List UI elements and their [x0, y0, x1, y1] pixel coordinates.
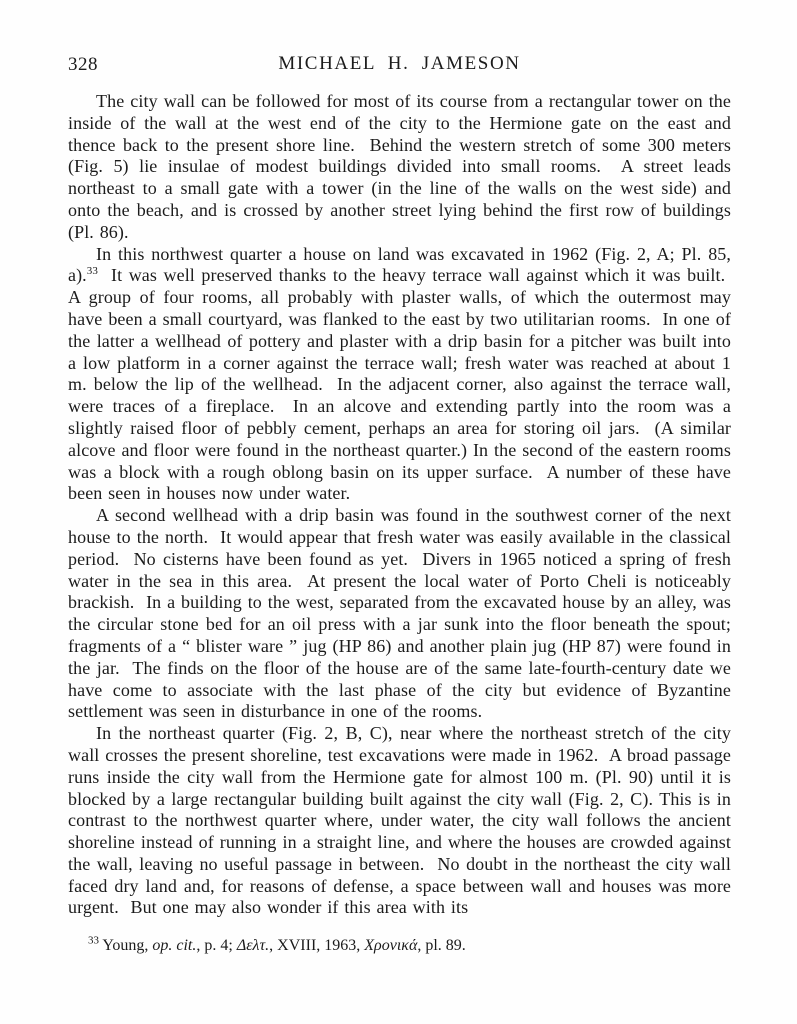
italic-text: Δελτ.: [236, 937, 270, 954]
text-run: , XVIII, 1963,: [269, 937, 365, 954]
page-header: [68, 53, 731, 77]
text-run: In the northeast quarter (Fig. 2, B, C), near where the northeast stretch of the city wall crosses the present shoreline, test excavations were made in 1962. A broad passage runs inside the city wall from the Hermione gate for almost 100 m. (Pl. 90) until it is blocked by a large rectangular building built against the city wall (Fig. 2, C). This is in contrast to the northwest quarter where, under water, the city wall follows the ancient shoreline instead of running in a straight line, and where the houses are crowded against the wall, leaving no useful passage in between. No doubt in the northeast the city wall faced dry land and, for reasons of defense, a space between wall and houses was more urgent. But one may also wonder if this area with its: [68, 723, 731, 918]
text-run: The city wall can be followed for most of its course from a rectangular tower on the inside of the wall at the west end of the city to the Hermione gate on the east and thence back to the present shore line. Behind the western stretch of some 300 meters (Fig. 5) lie insulae of modest buildings divided into small rooms. A street leads northeast to a small gate with a tower (in the line of the walls on the west side) and onto the beach, and is crossed by another street lying behind the first row of buildings (Pl. 86).: [68, 91, 731, 242]
text-run: Young,: [99, 937, 153, 954]
text-run: , p. 4;: [196, 937, 237, 954]
italic-text: Χρονικά: [364, 937, 418, 954]
paragraph: [68, 505, 731, 723]
running-head-author: MICHAEL H. JAMESON: [278, 53, 521, 74]
italic-text: op. cit.: [152, 937, 197, 954]
footnote: [68, 936, 731, 956]
page-number: 328: [68, 54, 98, 75]
article-body: [68, 91, 731, 919]
paragraph: [68, 91, 731, 244]
text-run: , pl. 89.: [417, 937, 466, 954]
paragraph: [68, 723, 731, 919]
text-run: It was well preserved thanks to the heavy terrace wall against which it was built. A group of four rooms, all probably with plaster walls, of which the outermost may have been a small courtyard, was flanked to the east by two utilitarian rooms. In one of the latter a wellhead of pottery and plaster with a drip basin for a pitcher was built into a low platform in a corner against the terrace wall; fresh water was reached at about 1 m. below the lip of the wellhead. In the adjacent corner, also against the terrace wall, were traces of a fireplace. In an alcove and extending partly into the room was a slightly raised floor of pebbly cement, perhaps an area for storing oil jars. (A similar alcove and floor were found in the northeast quarter.) In the second of the eastern rooms was a block with a rough oblong basin on its upper surface. A number of these have been seen in houses now under water.: [68, 265, 731, 504]
footnote-marker: 33: [88, 934, 99, 947]
text-run: A second wellhead with a drip basin was found in the southwest corner of the next house to the north. It would appear that fresh water was easily available in the classical period. No cisterns have been found as yet. Divers in 1965 noticed a spring of fresh water in the sea in this area. At present the local water of Porto Cheli is noticeably brackish. In a building to the west, separated from the excavated house by an alley, was the circular stone bed for an oil press with a jar sunk into the floor beneath the spout; fragments of a “ blister ware ” jug (HP 86) and another plain jug (HP 87) were found in the jar. The finds on the floor of the house are of the same late-fourth-century date we have come to associate with the last phase of the city but evidence of Byzantine settlement was seen in disturbance in one of the rooms.: [68, 505, 731, 722]
footnote-marker: 33: [86, 265, 98, 278]
paragraph: [68, 244, 731, 506]
text-run: In this northwest quarter a house on land was excavated in 1962 (Fig. 2, A; Pl. 85, a).: [68, 243, 731, 286]
